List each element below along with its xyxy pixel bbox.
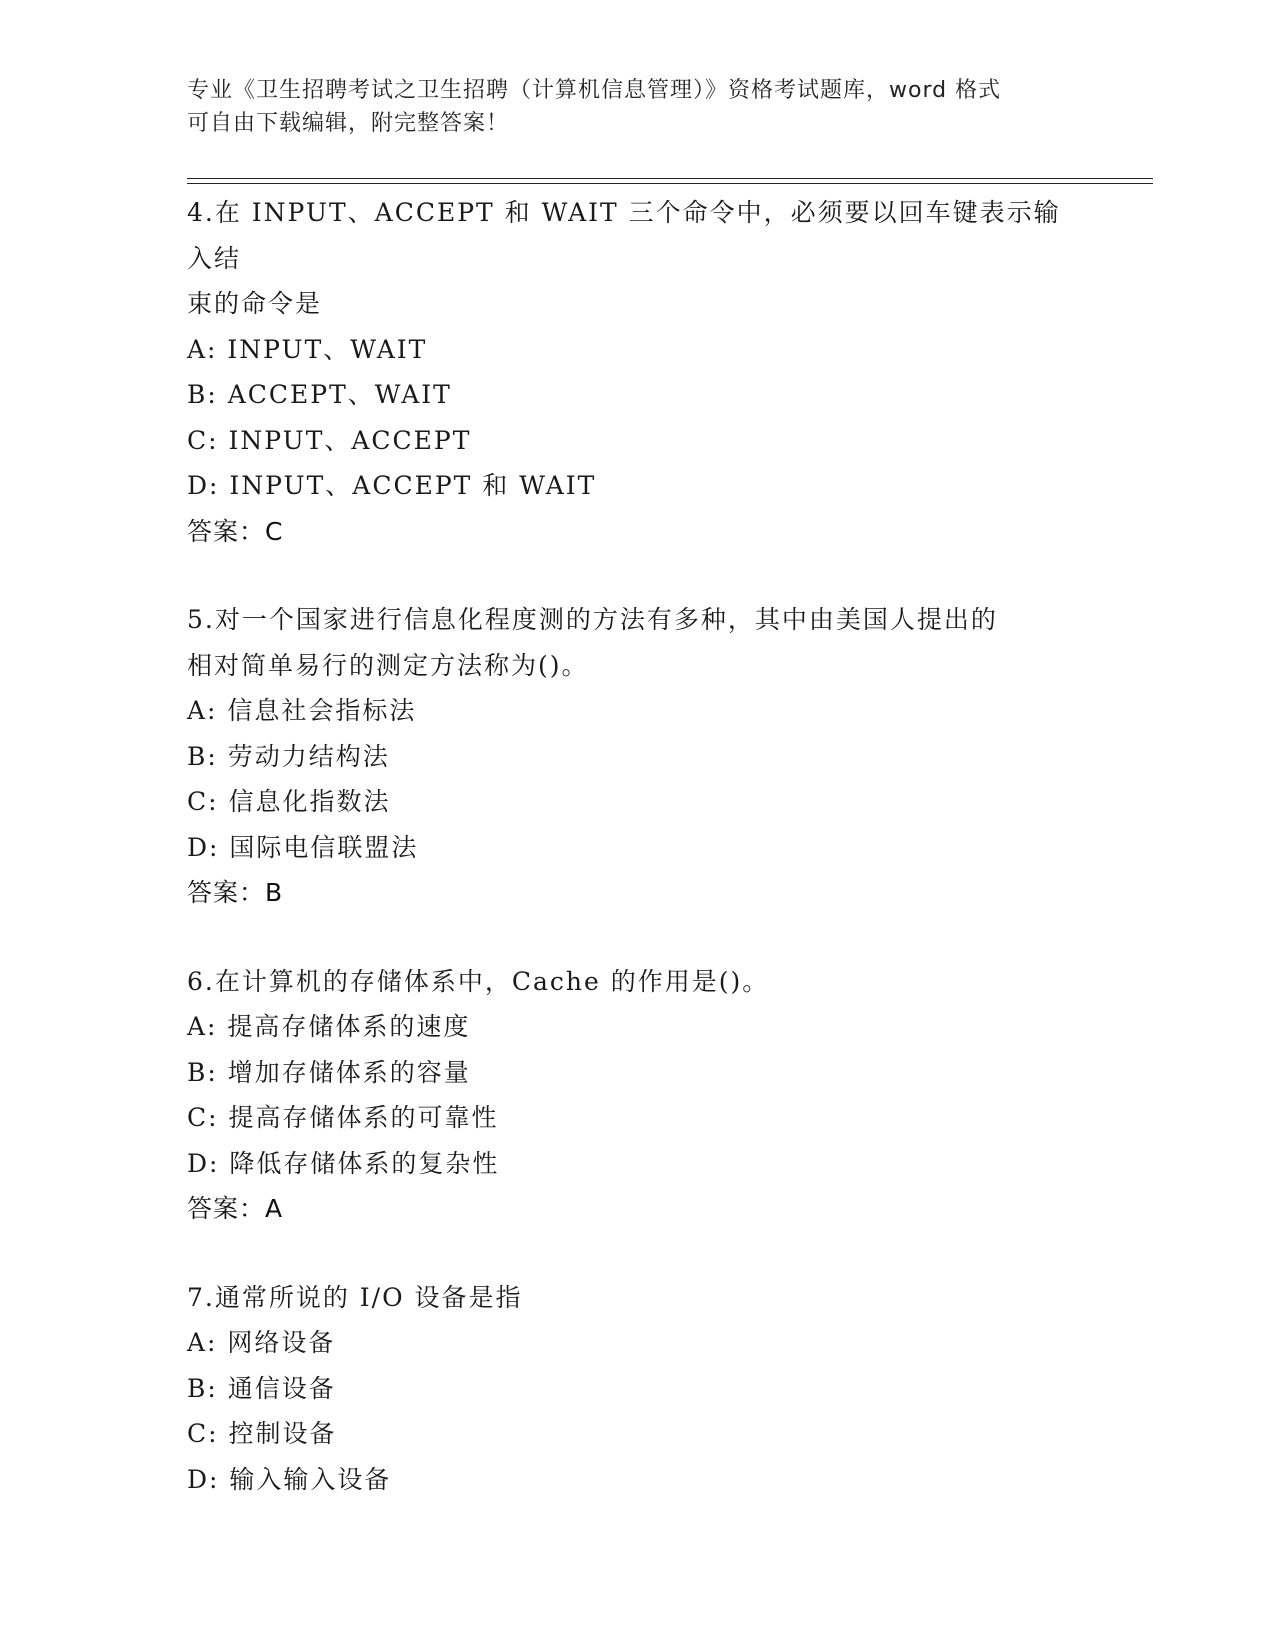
option-b: B: 增加存储体系的容量 — [187, 1057, 471, 1087]
header-line-2: 可自由下载编辑，附完整答案！ — [187, 111, 510, 136]
answer-line: 答案：B — [187, 878, 284, 907]
question-stem-line: 4.在 INPUT、ACCEPT 和 WAIT 三个命令中，必须要以回车键表示输入结 — [187, 198, 1061, 273]
header-divider-bottom — [187, 183, 1153, 184]
option-c: C: 信息化指数法 — [187, 787, 391, 816]
option-d: D: INPUT、ACCEPT 和 WAIT — [187, 471, 597, 500]
answer-line: 答案：C — [187, 516, 284, 546]
option-c: C: 控制设备 — [187, 1419, 337, 1448]
option-c: C: 提高存储体系的可靠性 — [187, 1103, 499, 1132]
option-b: B: 劳动力结构法 — [187, 741, 390, 771]
option-d: D: 输入输入设备 — [187, 1464, 392, 1494]
question-list — [187, 190, 1087, 1545]
header-line-1: 专业《卫生招聘考试之卫生招聘（计算机信息管理）》资格考试题库，word 格式 — [187, 78, 1002, 103]
option-d: D: 降低存储体系的复杂性 — [187, 1148, 500, 1178]
question-stem-line: 6.在计算机的存储体系中，Cache 的作用是()。 — [187, 966, 770, 996]
question-stem-line: 5.对一个国家进行信息化程度测的方法有多种，其中由美国人提出的 — [187, 605, 998, 634]
option-b: B: ACCEPT、WAIT — [187, 380, 452, 409]
question-7 — [187, 1275, 1087, 1503]
option-b: B: 通信设备 — [187, 1373, 336, 1403]
option-a: A: 提高存储体系的速度 — [187, 1012, 471, 1041]
question-stem-line: 相对简单易行的测定方法称为()。 — [187, 650, 589, 680]
question-stem-line: 7.通常所说的 I/O 设备是指 — [187, 1282, 523, 1312]
header-divider-top — [187, 178, 1153, 179]
option-a: A: 网络设备 — [187, 1328, 336, 1357]
option-d: D: 国际电信联盟法 — [187, 832, 419, 862]
question-6 — [187, 959, 1087, 1232]
answer-line: 答案：A — [187, 1194, 284, 1223]
question-5 — [187, 597, 1087, 916]
option-a: A: INPUT、WAIT — [187, 334, 428, 364]
option-a: A: 信息社会指标法 — [187, 696, 417, 725]
document-header — [187, 74, 1067, 140]
option-c: C: INPUT、ACCEPT — [187, 425, 472, 455]
question-4 — [187, 190, 1087, 554]
question-stem-line: 束的命令是 — [187, 289, 323, 318]
